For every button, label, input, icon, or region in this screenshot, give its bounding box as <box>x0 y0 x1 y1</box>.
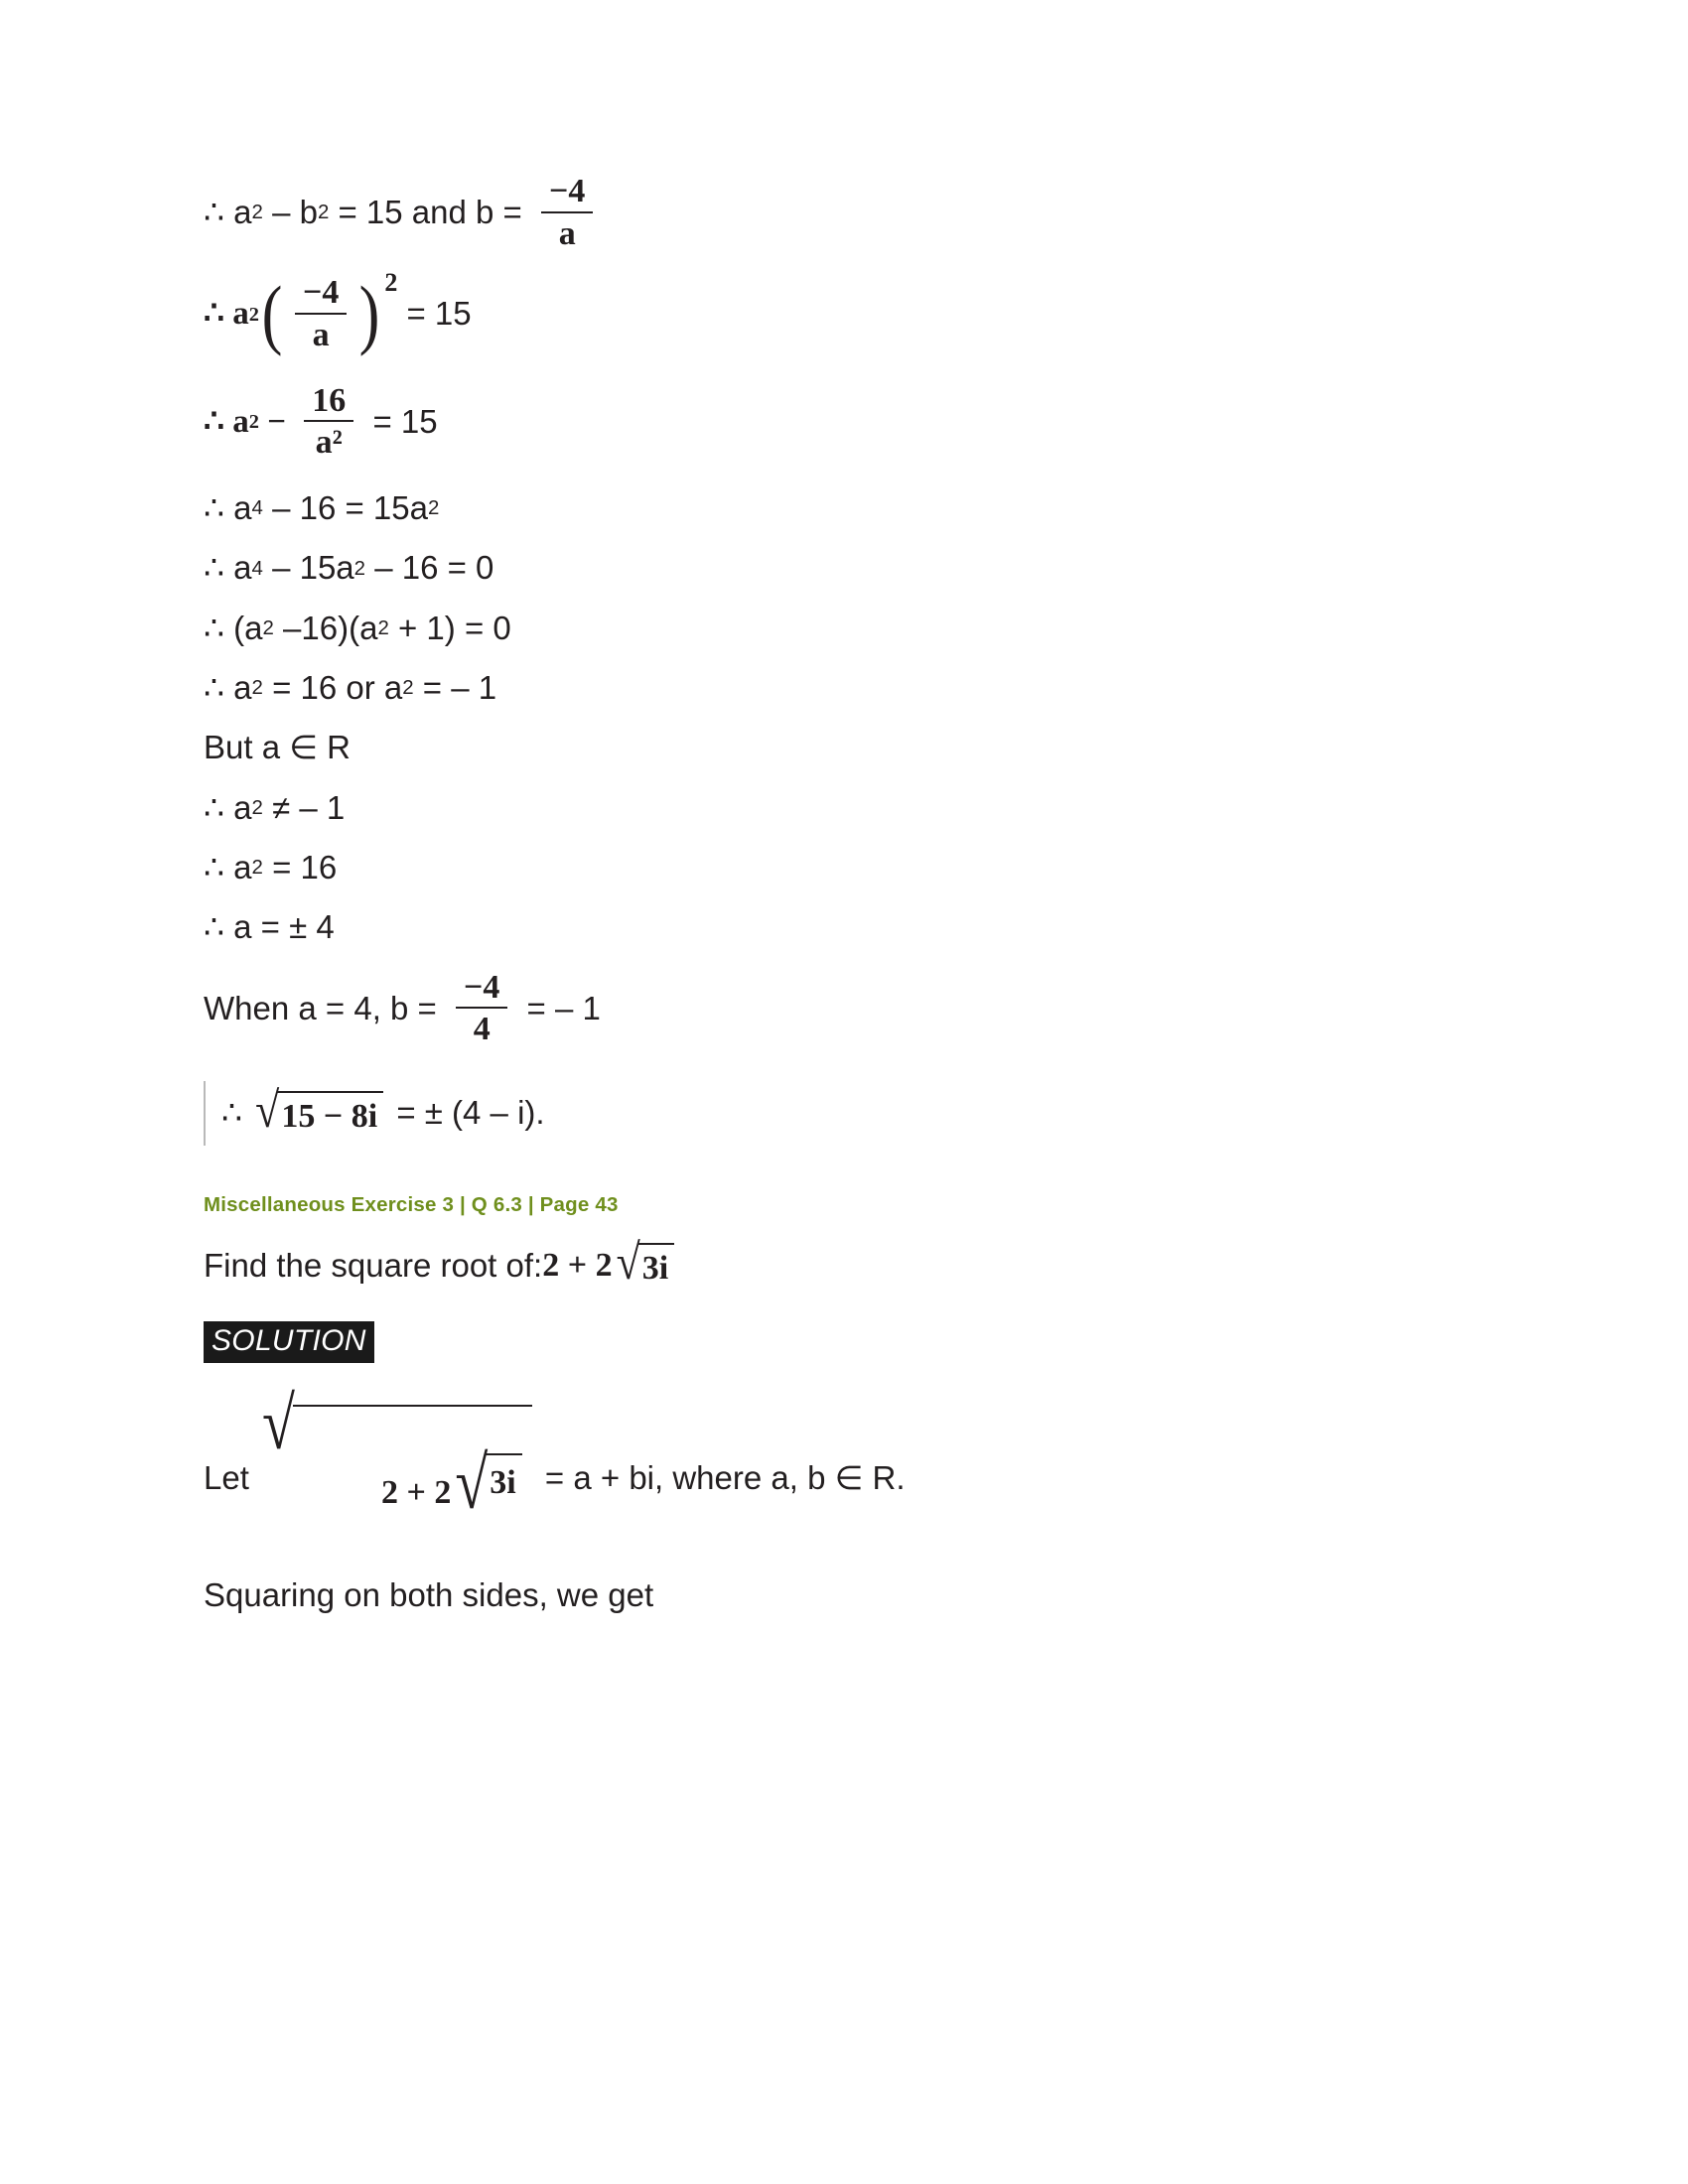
fraction-denominator: a <box>541 211 593 252</box>
solution-badge: SOLUTION <box>204 1321 374 1363</box>
fraction-sixteen-over-a-squared <box>304 383 353 461</box>
equation-line-2: ∴ a 2 ( $\frac{-4}{a}$ ) 2 = 15 <box>204 268 472 357</box>
line6-c: + 1) = 0 <box>388 609 511 646</box>
let-tail: = a + bi, where a, b ∈ R. <box>535 1459 906 1496</box>
square-root-expression <box>255 1082 383 1139</box>
line3-prefix: ∴ a <box>204 403 249 440</box>
line6-a: ∴ (a <box>204 609 263 646</box>
line7-c: = – 1 <box>413 669 497 707</box>
line6-b: –16)(a <box>273 609 378 646</box>
radicand: 15 − 8i <box>277 1091 383 1136</box>
equation-line-10: ∴ a 2 = 16 <box>204 848 338 886</box>
line9-b: ≠ – 1 <box>262 788 346 826</box>
fraction-numerator: −4 <box>302 274 340 312</box>
inner-radicand: 3i <box>486 1453 521 1513</box>
let-square-root <box>262 1382 532 1552</box>
line7-a: ∴ a <box>204 669 252 707</box>
line10-a: ∴ a <box>204 848 252 886</box>
line2-tail: = 15 <box>397 295 472 333</box>
fraction-minus-four-over-four <box>456 970 507 1047</box>
question-expression-left: 2 + 2 <box>542 1246 613 1284</box>
question-square-root <box>616 1234 675 1291</box>
paren-exponent: 2 <box>384 268 398 298</box>
line3-tail: = 15 <box>363 402 438 440</box>
line2-prefix: ∴ a <box>204 296 249 333</box>
document-content <box>204 174 1494 1638</box>
result-prefix: ∴ <box>221 1094 252 1132</box>
result-line <box>204 1082 1494 1139</box>
question-text <box>204 1234 1494 1291</box>
equation-line-4: ∴ a 4 – 16 = 15a 2 <box>204 489 440 527</box>
radicand-left: 2 + 2 <box>380 1474 452 1512</box>
squaring-text: Squaring on both sides, we get <box>204 1576 654 1614</box>
squaring-line <box>204 1577 1494 1613</box>
let-line <box>204 1382 1494 1552</box>
equation-line-12 <box>204 970 1494 1047</box>
fraction-minus-four-over-a <box>541 174 593 251</box>
line5-b: – 15a <box>262 549 354 587</box>
fraction-numerator: −4 <box>549 173 586 209</box>
radicand: 3i <box>638 1243 674 1288</box>
fraction-minus-four-over-a-2 <box>295 275 347 352</box>
question-prefix: Find the square root of: <box>204 1246 543 1284</box>
equation-line-5: ∴ a 4 – 15a 2 – 16 = 0 <box>204 549 494 587</box>
equation-line-8 <box>204 730 1494 765</box>
radical-sign-icon: √ <box>255 1082 280 1139</box>
line12-prefix: When a = 4, b = <box>204 989 446 1026</box>
line8-text: But a ∈ R <box>204 729 351 766</box>
line1-tail: = 15 and b = <box>329 194 531 231</box>
equation-line-3: ∴ a 2 − $\frac{16}{\text{a²}}$ = 15 <box>204 381 438 462</box>
line4-a: ∴ a <box>204 489 252 527</box>
paren-close: ) <box>358 270 380 357</box>
line10-b: = 16 <box>262 848 338 886</box>
line5-a: ∴ a <box>204 549 252 587</box>
line9-a: ∴ a <box>204 788 252 826</box>
equation-line-7: ∴ a 2 = 16 or a 2 = – 1 <box>204 669 497 707</box>
paren-open: ( <box>261 270 283 357</box>
line1-prefix: ∴ a <box>204 194 252 231</box>
line11-text: ∴ a = ± 4 <box>204 908 335 946</box>
radical-sign-icon: √ <box>262 1382 295 1465</box>
fraction-numerator: 16 <box>312 381 347 419</box>
line4-b: – 16 = 15a <box>262 489 428 527</box>
line7-b: = 16 or a <box>262 669 403 707</box>
equation-line-1: ∴ a 2 – b 2 = 15 and b = $\frac{-4}{a}$ <box>204 174 1494 251</box>
inner-square-root <box>455 1441 521 1525</box>
line3-minus: − <box>258 403 295 440</box>
line5-c: – 16 = 0 <box>365 549 494 587</box>
radical-sign-icon: √ <box>616 1234 640 1291</box>
equation-line-9: ∴ a 2 ≠ – 1 <box>204 788 346 826</box>
fraction-denominator: a <box>295 313 347 353</box>
solution-label-wrapper <box>204 1321 1494 1405</box>
fraction-denominator: a² <box>304 420 353 461</box>
equation-line-6: ∴ (a 2 –16)(a 2 + 1) = 0 <box>204 609 511 646</box>
line1-mid: – b <box>262 194 318 231</box>
fraction-numerator: −4 <box>464 968 500 1006</box>
radical-sign-icon: √ <box>455 1441 489 1525</box>
radicand <box>293 1405 532 1552</box>
result-tail: = ± (4 – i). <box>387 1094 545 1132</box>
line12-tail: = – 1 <box>517 989 601 1026</box>
let-prefix: Let <box>204 1459 259 1496</box>
exercise-reference: Miscellaneous Exercise 3 | Q 6.3 | Page 43 <box>204 1192 619 1216</box>
equation-line-11 <box>204 909 1494 945</box>
fraction-denominator: 4 <box>456 1007 507 1047</box>
